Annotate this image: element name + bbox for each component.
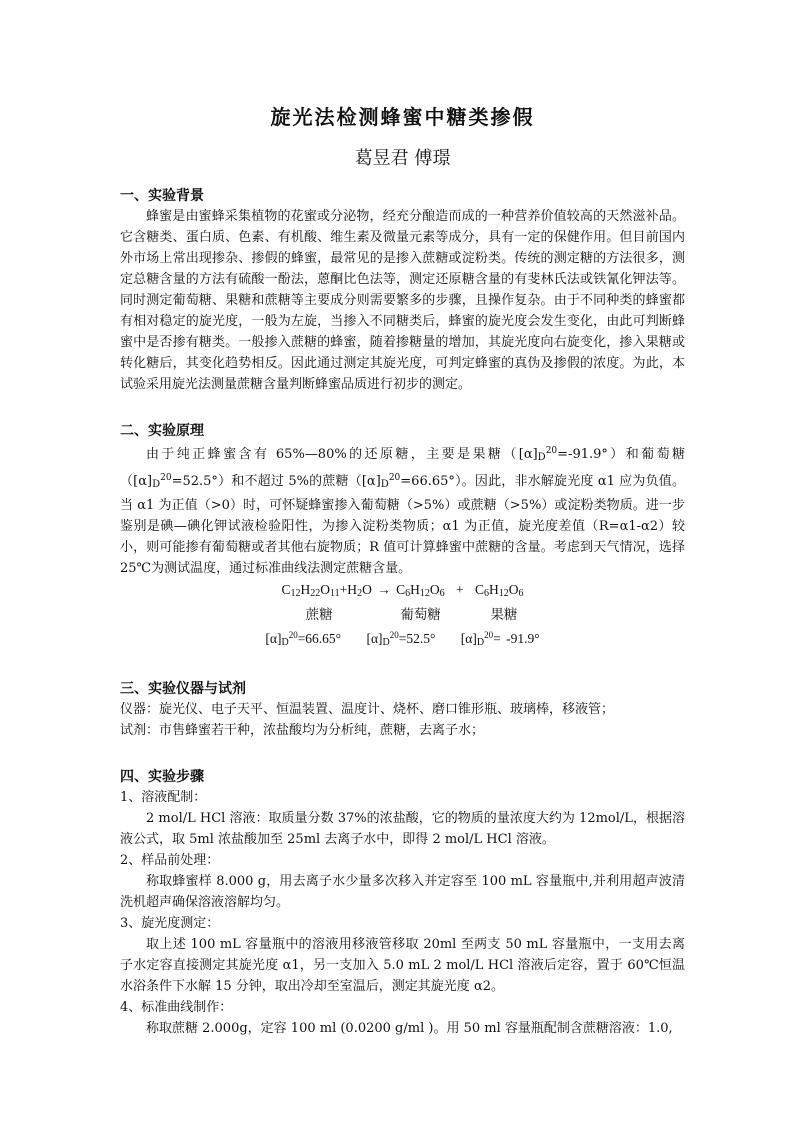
- section-heading-principle: 二、实验原理: [120, 423, 204, 439]
- product-glucose-formula: $C_6H_{12}O_6$: [396, 582, 445, 599]
- rotation-sucrose: $[\alpha]_D^{20}=66.65^\circ$: [265, 630, 342, 648]
- step4-title: 4、标准曲线制作：: [120, 1000, 233, 1015]
- principle-text-a: 由于纯正蜂蜜含有 65%—80%的还原糖，主要是果糖（[α]: [146, 447, 538, 462]
- step4-text: 称取蔗糖 2.000g，定容 100 ml (0.0200 g/ml )。用 50 ml 容量瓶配制含蔗糖溶液：1.0,: [146, 1021, 673, 1036]
- step1-title: 1、溶液配制：: [120, 790, 207, 805]
- reactant-formula: $C_{12}H_{22}O_{11}+H_2O$: [281, 582, 372, 599]
- instruments-line: 仪器：旋光仪、电子天平、恒温装置、温度计、烧杯、磨口锥形瓶、玻璃棒，移液管；: [120, 702, 615, 717]
- step2-text: 称取蜂蜜样 8.000 g，用去离子水少量多次移入并定容至 100 mL 容量瓶中,并利用超声波清洗机超声确保溶液溶解均匀。: [120, 874, 685, 910]
- step3-title: 3、旋光度测定：: [120, 916, 220, 931]
- superscript-20: 20: [388, 473, 401, 483]
- subscript-d: D: [537, 452, 546, 463]
- superscript-20: 20: [160, 473, 172, 483]
- section-heading-background: 一、实验背景: [120, 188, 204, 204]
- subscript-d: D: [152, 479, 161, 490]
- reaction-names: [120, 604, 685, 625]
- name-glucose: 葡萄糖: [400, 607, 441, 622]
- superscript-20: 20: [545, 446, 558, 456]
- product-fructose-formula: $C_6H_{12}O_6$: [474, 582, 524, 599]
- principle-text-d: =66.65°）。因此，非水解旋光度 α1 应为负值。当 α1 为正值（>0）时，可怀疑蜂蜜掺入葡萄糖（>5%）或蔗糖（>5%）或淀粉类物质。进一步鉴别是碘—碘化钾试液检验阳性，为掺入淀粉类物质；α1 为正值，旋光度差值（R=α1-α2）较小，则可能掺有葡萄糖或者其他右旋物质；R 值可计算蜂蜜中蔗糖的含量。考虑到天气情况，选择 25℃为测试温度，通过标准曲线法测定蔗糖含量。: [120, 474, 685, 576]
- principle-paragraph: [120, 441, 685, 579]
- rotation-glucose: $[\alpha]_D^{20}=52.5^\circ$: [366, 630, 436, 648]
- reagents-line: 试剂：市售蜂蜜若干种，浓盐酸均为分析纯，蔗糖，去离子水；: [120, 723, 485, 738]
- step3-text: 取上述 100 mL 容量瓶中的溶液用移液管移取 20ml 至两支 50 mL 容量瓶中，一支用去离子水定容直接测定其旋光度 α1，另一支加入 5.0 mL 2 mol/L HCl 溶液后定容，置于 60℃恒温水浴条件下水解 15 分钟，取出冷却至室温后，测定其旋光度 α2。: [120, 937, 685, 994]
- background-paragraph: 蜂蜜是由蜜蜂采集植物的花蜜或分泌物，经充分酿造而成的一种营养价值较高的天然滋补品。它含糖类、蛋白质、色素、有机酸、维生素及微量元素等成分，具有一定的保健作用。但目前国内外市场上常出现掺杂、掺假的蜂蜜，最常见的是掺入蔗糖或淀粉类。传统的测定糖的方法很多，测定总糖含量的方法有硫酸一酚法，蒽酮比色法等，测定还原糖含量的有斐林氏法或铁氰化钾法等。同时测定葡萄糖、果糖和蔗糖等主要成分则需要繁多的步骤，且操作复杂。由于不同种类的蜂蜜都有相对稳定的旋光度，一般为左旋，当掺入不同糖类后，蜂蜜的旋光度会发生变化，由此可判断蜂蜜中是否掺有糖类。一般掺入蔗糖的蜂蜜，随着掺糖量的增加，其旋光度向右旋变化，掺入果糖或转化糖后，其变化趋势相反。因此通过测定其旋光度，可判定蜂蜜的真伪及掺假的浓度。为此，本试验采用旋光法测量蔗糖含量判断蜂蜜品质进行初步的测定。: [120, 209, 685, 392]
- plus-sign: +: [455, 582, 464, 597]
- name-fructose: 果糖: [490, 607, 518, 622]
- section-heading-procedure: 四、实验步骤: [120, 769, 204, 785]
- subscript-d: D: [380, 479, 389, 490]
- specific-rotations: [120, 625, 685, 653]
- document-authors: 葛昱君 傅璟: [354, 148, 451, 169]
- principle-text-b: =-91.9°）和葡萄糖（[α]: [120, 447, 685, 489]
- reaction-equation: [120, 579, 685, 604]
- rotation-fructose: $[\alpha]_D^{20}= -91.9^\circ$: [460, 630, 540, 648]
- reaction-arrow: →: [377, 582, 391, 597]
- document-body: [120, 100, 685, 1039]
- name-sucrose: 蔗糖: [305, 607, 333, 622]
- principle-text-c: =52.5°）和不超过 5%的蔗糖（[α]: [171, 474, 381, 489]
- step2-title: 2、样品前处理：: [120, 853, 220, 868]
- document-title: 旋光法检测蜂蜜中糖类掺假: [270, 105, 535, 129]
- step1-text: 2 mol/L HCl 溶液：取质量分数 37%的浓盐酸，它的物质的量浓度大约为 12mol/L，根据溶液公式，取 5ml 浓盐酸加至 25ml 去离子水中，即得 2 mol/L HCl 溶液。: [120, 811, 685, 847]
- section-heading-instruments: 三、实验仪器与试剂: [120, 681, 246, 697]
